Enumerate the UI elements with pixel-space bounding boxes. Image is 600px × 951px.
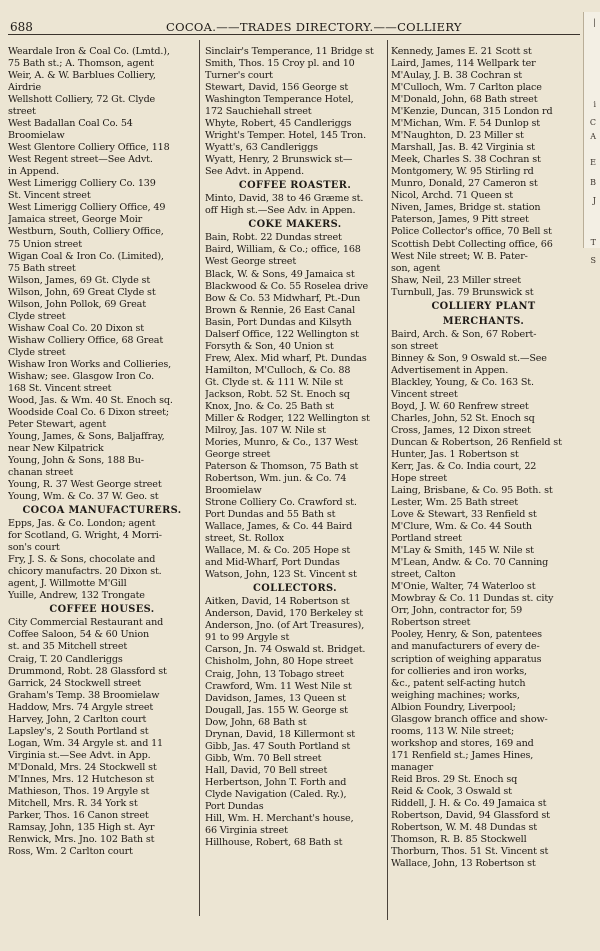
directory-entry-line: Police Collector's office, 70 Bell st xyxy=(391,226,552,238)
directory-entry-line: Clyde street xyxy=(8,310,66,322)
directory-entry-line: Mories, Munro, & Co., 137 West xyxy=(205,436,358,448)
directory-entry-line: Drummond, Robt. 28 Glassford st xyxy=(8,665,167,677)
directory-entry-line: Renwick, Mrs. Jno. 102 Bath st xyxy=(8,833,155,845)
directory-entry-line: Hill, Wm. H. Merchant's house, xyxy=(205,812,354,824)
directory-entry-line: off High st.—See Adv. in Appen. xyxy=(205,205,356,217)
directory-entry-line: M'Innes, Mrs. 12 Hutcheson st xyxy=(8,773,154,785)
directory-entry-line: Wishaw; see. Glasgow Iron Co. xyxy=(8,370,155,382)
directory-entry-line: Woodside Coal Co. 6 Dixon street; xyxy=(8,406,169,418)
directory-entry-line: and Mid-Wharf, Port Dundas xyxy=(205,557,340,569)
directory-entry-line: son, agent xyxy=(391,262,441,274)
directory-entry-line: Young, John & Sons, 188 Bu- xyxy=(8,455,144,467)
directory-entry-line: street, Calton xyxy=(391,569,456,581)
directory-entry-line: Washington Temperance Hotel, xyxy=(205,94,354,106)
directory-entry-line: for Scotland, G. Wright, 4 Morri- xyxy=(8,530,162,542)
directory-entry-line: Virginia st.—See Advt. in App. xyxy=(8,749,151,761)
directory-entry-line: Wood, Jas. & Wm. 40 St. Enoch sq. xyxy=(8,394,173,406)
tab-mark: C xyxy=(589,118,596,127)
directory-entry-line: M'Aulay, J. B. 38 Cochran st xyxy=(391,70,522,82)
directory-entry-line: Strone Colliery Co. Crawford st. xyxy=(205,497,357,509)
column-left xyxy=(8,46,196,858)
directory-entry-line: Vincent street xyxy=(391,388,458,400)
directory-entry-line: Laird, James, 114 Wellpark ter xyxy=(391,58,536,70)
directory-entry-line: Albion Foundry, Liverpool; xyxy=(391,701,516,713)
directory-entry-line: Hope street xyxy=(391,473,447,485)
directory-entry-line: 75 Bath st.; A. Thomson, agent xyxy=(8,58,154,70)
directory-entry-line: 171 Renfield st.; James Hines, xyxy=(391,749,534,761)
directory-entry-line: Hillhouse, Robert, 68 Bath st xyxy=(205,836,343,848)
directory-entry-line: M'Culloch, Wm. 7 Carlton place xyxy=(391,82,542,94)
directory-entry-line: Sinclair's Temperance, 11 Bridge st xyxy=(205,46,374,57)
directory-entry-line: Wilson, James, 69 Gt. Clyde st xyxy=(8,274,151,286)
directory-entry-line: Jackson, Robt. 52 St. Enoch sq xyxy=(205,388,350,400)
directory-entry-line: Wishaw Iron Works and Collieries, xyxy=(8,358,172,370)
section-heading: COCOA MANUFACTURERS. xyxy=(22,505,182,517)
directory-entry-line: Forsyth & Son, 40 Union st xyxy=(205,340,334,352)
directory-entry-line: City Commercial Restaurant and xyxy=(8,617,164,629)
directory-entry-line: Harvey, John, 2 Carlton court xyxy=(8,713,147,725)
directory-entry-line: Watson, John, 123 St. Vincent st xyxy=(205,569,357,581)
directory-entry-line: in Append. xyxy=(8,166,60,178)
directory-entry-line: Reid & Cook, 3 Oswald st xyxy=(391,785,512,797)
directory-entry-line: weighing machines; works, xyxy=(391,689,520,701)
directory-entry-line: West Glentore Colliery Office, 118 xyxy=(8,142,170,154)
directory-entry-line: Airdrie xyxy=(8,82,42,94)
section-heading: COFFEE ROASTER. xyxy=(238,180,352,192)
directory-entry-line: Orr, John, contractor for, 59 xyxy=(391,605,523,617)
directory-entry-line: Carson, Jn. 74 Oswald st. Bridget. xyxy=(205,644,366,656)
directory-entry-line: Laing, Brisbane, & Co. 95 Both. st xyxy=(391,485,553,497)
directory-entry-line: Mitchell, Mrs. R. 34 York st xyxy=(8,797,138,809)
directory-entry-line: Kerr, Jas. & Co. India court, 22 xyxy=(391,461,537,472)
directory-entry-line: Robertson, W. M. 48 Dundas st xyxy=(391,821,538,833)
directory-entry-line: Baird, William, & Co.; office, 168 xyxy=(205,244,361,256)
directory-entry-line: Dougall, Jas. 155 W. George st xyxy=(205,704,348,716)
directory-entry-line: Coffee Saloon, 54 & 60 Union xyxy=(8,629,150,641)
directory-entry-line: West George street xyxy=(205,256,297,268)
directory-entry-line: M'Onie, Walter, 74 Waterloo st xyxy=(391,581,536,593)
directory-entry-line: Hall, David, 70 Bell street xyxy=(205,764,328,776)
directory-entry-line: Davidson, James, 13 Queen st xyxy=(205,692,346,704)
directory-entry-line: Clyde Navigation (Caled. Ry.), xyxy=(205,788,347,800)
directory-entry-line: Charles, John, 52 St. Enoch sq xyxy=(391,412,535,424)
directory-entry-line: Miller & Rodger, 122 Wellington st xyxy=(205,412,370,424)
tab-mark: | xyxy=(593,18,596,27)
directory-entry-line: Dalserf Office, 122 Wellington st xyxy=(205,328,359,340)
directory-entry-line: Robertson, Wm. jun. & Co. 74 xyxy=(205,473,347,485)
directory-entry-line: Bain, Robt. 22 Dundas street xyxy=(205,232,342,244)
directory-entry-line: Shaw, Neil, 23 Miller street xyxy=(391,274,521,286)
directory-entry-line: Boyd, J. W. 60 Renfrew street xyxy=(391,400,529,412)
directory-entry-line: Craig, John, 13 Tobago street xyxy=(205,668,344,680)
directory-entry-line: Young, James, & Sons, Baljaffray, xyxy=(8,431,165,442)
directory-entry-line: 75 Bath street xyxy=(8,262,76,274)
directory-entry-line: Blackley, Young, & Co. 163 St. xyxy=(391,376,534,388)
page-number: 688 xyxy=(10,20,33,34)
directory-entry-line: 168 St. Vincent street xyxy=(8,382,112,394)
directory-entry-line: Robertson street xyxy=(391,617,471,629)
directory-entry-line: Wallace, M. & Co. 205 Hope st xyxy=(205,545,351,557)
directory-entry-line: Turner's court xyxy=(205,70,273,82)
directory-entry-line: workshop and stores, 169 and xyxy=(391,737,534,749)
directory-entry-line: Wellshott Colliery, 72 Gt. Clyde xyxy=(8,94,156,106)
column-rule-right xyxy=(387,40,388,920)
directory-entry-line: Robertson, David, 94 Glassford st xyxy=(391,809,550,821)
directory-entry-line: Dow, John, 68 Bath st xyxy=(205,716,307,728)
directory-entry-line: Gibb, Jas. 47 South Portland st xyxy=(205,740,351,752)
directory-entry-line: manager xyxy=(391,761,434,773)
directory-entry-line: Gibb, Wm. 70 Bell street xyxy=(205,752,322,764)
running-title: COCOA.——TRADES DIRECTORY.——COLLIERY xyxy=(166,20,462,34)
directory-entry-line: M'Clure, Wm. & Co. 44 South xyxy=(391,521,532,533)
directory-entry-line: Mathieson, Thos. 19 Argyle st xyxy=(8,785,150,797)
column-rule-left xyxy=(199,40,200,916)
directory-entry-line: street xyxy=(8,106,36,118)
tab-mark: E xyxy=(590,158,596,167)
directory-entry-line: Gt. Clyde st. & 111 W. Nile st xyxy=(205,376,343,388)
directory-entry-line: M'Lean, Andw. & Co. 70 Canning xyxy=(391,557,549,569)
directory-entry-line: George street xyxy=(205,448,271,460)
directory-entry-line: M'Naughton, D. 23 Miller st xyxy=(391,130,524,142)
directory-entry-line: Wishaw Coal Co. 20 Dixon st xyxy=(8,322,145,334)
column-middle xyxy=(205,46,385,849)
directory-entry-line: See Advt. in Append. xyxy=(205,166,304,178)
directory-entry-line: Chisholm, John, 80 Hope street xyxy=(205,656,354,668)
directory-entry-line: Haddow, Mrs. 74 Argyle street xyxy=(8,701,154,713)
directory-entry-line: Thomson, R. B. 85 Stockwell xyxy=(391,833,527,845)
directory-entry-line: Bow & Co. 53 Midwharf, Pt.-Dun xyxy=(205,292,361,304)
directory-entry-line: Weardale Iron & Coal Co. (Lmtd.), xyxy=(8,46,170,57)
directory-entry-line: Wright's Temper. Hotel, 145 Tron. xyxy=(205,130,366,142)
directory-entry-line: Craig, T. 20 Candleriggs xyxy=(8,653,123,665)
directory-entry-line: Love & Stewart, 33 Renfield st xyxy=(391,509,537,521)
column-right xyxy=(391,46,576,870)
directory-entry-line: Wilson, John, 69 Great Clyde st xyxy=(8,286,156,298)
directory-entry-line: Turnbull, Jas. 79 Brunswick st xyxy=(391,286,534,298)
directory-entry-line: Lapsley's, 2 South Portland st xyxy=(8,725,149,737)
directory-entry-line: Meek, Charles S. 38 Cochran st xyxy=(391,154,541,166)
directory-entry-line: M'Donald, Mrs. 24 Stockwell st xyxy=(8,761,157,773)
directory-entry-line: near New Kilpatrick xyxy=(8,443,104,455)
directory-entry-line: West Regent street—See Advt. xyxy=(8,154,153,166)
directory-entry-line: Smith, Thos. 15 Croy pl. and 10 xyxy=(205,58,355,70)
directory-entry-line: Minto, David, 38 to 46 Græme st. xyxy=(205,193,364,205)
directory-entry-line: 91 to 99 Argyle st xyxy=(205,632,290,644)
directory-entry-line: Baird, Arch. & Son, 67 Robert- xyxy=(391,328,537,340)
directory-entry-line: Black, W. & Sons, 49 Jamaica st xyxy=(205,268,355,280)
section-heading: MERCHANTS. xyxy=(442,315,525,327)
directory-entry-line: M'Kenzie, Duncan, 315 London rd xyxy=(391,106,553,118)
directory-entry-line: son's court xyxy=(8,542,60,554)
tab-mark: i xyxy=(593,100,596,109)
directory-entry-line: Anderson, Jno. (of Art Treasures), xyxy=(205,620,365,632)
directory-entry-line: Mowbray & Co. 11 Dundas st. city xyxy=(391,593,554,605)
directory-entry-line: Lester, Wm. 25 Bath street xyxy=(391,497,518,509)
directory-entry-line: Duncan & Robertson, 26 Renfield st xyxy=(391,436,562,448)
directory-entry-line: street, St. Rollox xyxy=(205,533,284,545)
directory-entry-line: st. and 35 Mitchell street xyxy=(8,641,128,653)
directory-entry-line: Port Dundas and 55 Bath st xyxy=(205,509,336,521)
directory-entry-line: Kennedy, James E. 21 Scott st xyxy=(391,46,532,57)
directory-entry-line: Thorburn, Thos. 51 St. Vincent st xyxy=(391,846,549,857)
directory-entry-line: Anderson, David, 170 Berkeley st xyxy=(205,608,363,620)
section-heading: COLLECTORS. xyxy=(253,583,337,595)
directory-entry-line: Fry, J. S. & Sons, chocolate and xyxy=(8,554,156,566)
directory-entry-line: Paterson & Thomson, 75 Bath st xyxy=(205,461,359,472)
directory-entry-line: Binney & Son, 9 Oswald st.—See xyxy=(391,352,547,364)
tab-mark: S xyxy=(590,256,596,265)
page-header xyxy=(8,20,580,35)
directory-entry-line: Hamilton, M'Culloch, & Co. 88 xyxy=(205,364,351,376)
directory-entry-line: M'Michan, Wm. F. 54 Dunlop st xyxy=(391,118,540,130)
directory-entry-line: Brown & Rennie, 26 East Canal xyxy=(205,304,356,316)
directory-entry-line: &c., patent self-acting hutch xyxy=(391,677,526,689)
directory-entry-line: Portland street xyxy=(391,533,462,545)
directory-entry-line: West Limerigg Colliery Co. 139 xyxy=(8,178,156,190)
directory-entry-line: Scottish Debt Collecting office, 66 xyxy=(391,238,553,250)
directory-entry-line: Stewart, David, 156 George st xyxy=(205,82,349,94)
directory-entry-line: Milroy, Jas. 107 W. Nile st xyxy=(205,424,326,436)
directory-entry-line: chicory manufactrs. 20 Dixon st. xyxy=(8,566,162,578)
directory-entry-line: Wallace, James, & Co. 44 Baird xyxy=(205,521,353,533)
directory-entry-line: Drynan, David, 18 Killermont st xyxy=(205,728,355,740)
directory-entry-line: Paterson, James, 9 Pitt street xyxy=(391,214,529,226)
directory-entry-line: West Badallan Coal Co. 54 xyxy=(8,118,133,130)
directory-entry-line: and manufacturers of every de- xyxy=(391,641,540,653)
directory-entry-line: Cross, James, 12 Dixon street xyxy=(391,424,531,436)
directory-entry-line: agent, J. Willmotte M'Gill xyxy=(8,578,127,590)
directory-entry-line: Port Dundas xyxy=(205,800,264,812)
directory-entry-line: Logan, Wm. 34 Argyle st. and 11 xyxy=(8,737,163,749)
directory-entry-line: Clyde street xyxy=(8,346,66,358)
directory-entry-line: Ramsay, John, 135 High st. Ayr xyxy=(8,821,155,833)
directory-entry-line: Niven, James, Bridge st. station xyxy=(391,202,541,214)
directory-entry-line: Wyatt's, 63 Candleriggs xyxy=(205,142,318,154)
directory-entry-line: Whyte, Robert, 45 Candleriggs xyxy=(205,118,352,130)
directory-entry-line: Wigan Coal & Iron Co. (Limited), xyxy=(8,250,164,262)
section-heading: COKE MAKERS. xyxy=(248,219,342,231)
directory-entry-line: Wilson, John Pollok, 69 Great xyxy=(8,298,146,310)
directory-entry-line: Broomielaw xyxy=(205,485,262,497)
directory-entry-line: Advertisement in Appen. xyxy=(391,364,509,376)
directory-entry-line: Ross, Wm. 2 Carlton court xyxy=(8,846,133,857)
directory-entry-line: Epps, Jas. & Co. London; agent xyxy=(8,518,156,530)
directory-entry-line: Wyatt, Henry, 2 Brunswick st— xyxy=(205,154,353,166)
directory-entry-line: Nicol, Archd. 71 Queen st xyxy=(391,190,513,202)
tab-mark: B xyxy=(590,178,596,187)
directory-entry-line: 172 Sauchiehall street xyxy=(205,106,312,118)
directory-entry-line: Reid Bros. 29 St. Enoch sq xyxy=(391,773,518,785)
directory-entry-line: Crawford, Wm. 11 West Nile st xyxy=(205,680,352,692)
directory-entry-line: Munro, Donald, 27 Cameron st xyxy=(391,178,538,190)
directory-entry-line: son street xyxy=(391,340,439,352)
directory-entry-line: Westburn, South, Colliery Office, xyxy=(8,226,164,238)
directory-entry-line: Herbertson, John T. Forth and xyxy=(205,776,347,788)
tab-mark: J xyxy=(592,196,596,205)
directory-entry-line: West Nile street; W. B. Pater- xyxy=(391,250,528,262)
directory-entry-line: Weir, A. & W. Barblues Colliery, xyxy=(8,70,156,82)
directory-entry-line: for collieries and iron works, xyxy=(391,665,527,677)
directory-entry-line: M'Donald, John, 68 Bath street xyxy=(391,94,538,106)
directory-entry-line: scription of weighing apparatus xyxy=(391,653,542,665)
directory-entry-line: Graham's Temp. 38 Broomielaw xyxy=(8,689,160,701)
page-edge-tab xyxy=(583,12,600,248)
directory-entry-line: Jamaica street, George Moir xyxy=(8,214,143,226)
section-heading: COFFEE HOUSES. xyxy=(49,604,155,616)
directory-entry-line: Blackwood & Co. 55 Roselea drive xyxy=(205,280,369,292)
directory-entry-line: Wishaw Colliery Office, 68 Great xyxy=(8,334,164,346)
tab-mark: T xyxy=(590,238,596,247)
directory-entry-line: Yuille, Andrew, 132 Trongate xyxy=(8,590,145,602)
directory-entry-line: Marshall, Jas. B. 42 Virginia st xyxy=(391,142,535,154)
directory-entry-line: Peter Stewart, agent xyxy=(8,418,107,430)
directory-entry-line: Garrick, 24 Stockwell street xyxy=(8,677,142,689)
directory-entry-line: Riddell, J. H. & Co. 49 Jamaica st xyxy=(391,797,547,809)
directory-entry-line: Aitken, David, 14 Robertson st xyxy=(205,596,350,608)
directory-entry-line: Young, R. 37 West George street xyxy=(8,479,162,491)
directory-entry-line: Montgomery, W. 95 Stirling rd xyxy=(391,166,534,178)
directory-entry-line: West Limerigg Colliery Office, 49 xyxy=(8,202,166,214)
directory-entry-line: St. Vincent street xyxy=(8,190,91,202)
directory-entry-line: Glasgow branch office and show- xyxy=(391,713,548,725)
directory-entry-line: 66 Virginia street xyxy=(205,824,288,836)
directory-entry-line: Hunter, Jas. 1 Robertson st xyxy=(391,448,519,460)
directory-entry-line: 75 Union street xyxy=(8,238,82,250)
directory-entry-line: Wallace, John, 13 Robertson st xyxy=(391,858,536,870)
directory-entry-line: M'Lay & Smith, 145 W. Nile st xyxy=(391,545,534,557)
directory-entry-line: rooms, 113 W. Nile street; xyxy=(391,725,515,737)
tab-mark: A xyxy=(590,132,596,141)
directory-entry-line: Frew, Alex. Mid wharf, Pt. Dundas xyxy=(205,352,367,364)
directory-entry-line: Knox, Jno. & Co. 25 Bath st xyxy=(205,400,334,412)
directory-entry-line: chanan street xyxy=(8,467,74,479)
directory-entry-line: Parker, Thos. 16 Canon street xyxy=(8,809,149,821)
directory-entry-line: Pooley, Henry, & Son, patentees xyxy=(391,629,542,641)
directory-entry-line: Basin, Port Dundas and Kilsyth xyxy=(205,316,352,328)
directory-entry-line: Broomielaw xyxy=(8,130,65,142)
section-heading: COLLIERY PLANT xyxy=(431,300,536,312)
directory-entry-line: Young, Wm. & Co. 37 W. Geo. st xyxy=(8,491,159,503)
